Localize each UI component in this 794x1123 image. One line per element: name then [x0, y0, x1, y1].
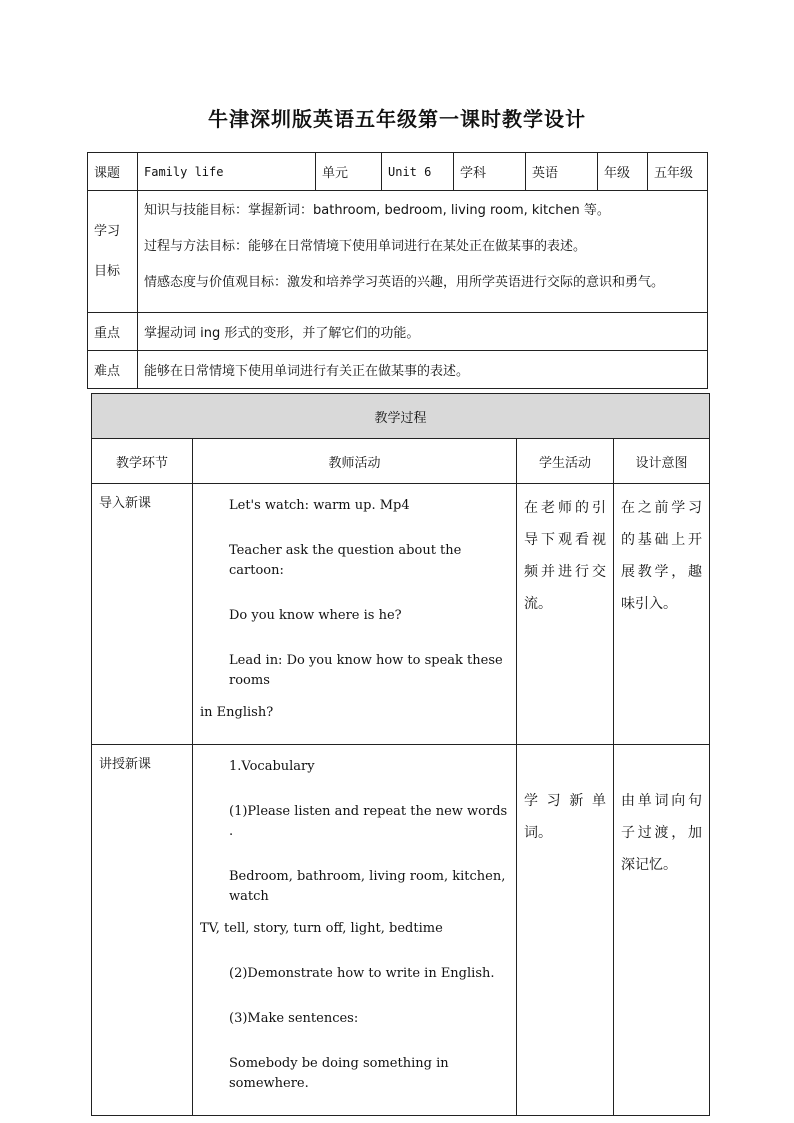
- column-header-student: 学生活动: [517, 439, 614, 484]
- teacher-activity-cell: [193, 745, 517, 1116]
- stage-cell: 导入新课: [92, 484, 193, 745]
- student-activity-cell: 学习新单词。: [517, 745, 614, 1116]
- document-title: 牛津深圳版英语五年级第一课时教学设计: [208, 107, 586, 131]
- objective-process: 过程与方法目标：能够在日常情境下使用单词进行在某处正在做某事的表述。: [144, 239, 587, 254]
- column-header-intent: 设计意图: [614, 439, 710, 484]
- column-header-teacher: 教师活动: [193, 439, 517, 484]
- key-point-text: 掌握动词 ing 形式的变形，并了解它们的功能。: [138, 313, 708, 351]
- teacher-line: Somebody be doing something in somewhere.: [229, 1056, 449, 1091]
- process-header: 教学过程: [92, 394, 710, 439]
- column-header-stage: 教学环节: [92, 439, 193, 484]
- unit-value: Unit 6: [382, 153, 454, 191]
- teaching-process-table: [91, 393, 710, 1116]
- design-intent-cell: 由单词向句子过渡，加深记忆。: [614, 745, 710, 1116]
- objectives-label-line-1: 学习: [94, 223, 121, 239]
- teacher-line: (1)Please listen and repeat the new words .: [229, 804, 508, 839]
- teacher-line: (3)Make sentences:: [229, 1011, 359, 1026]
- teacher-line: 1.Vocabulary: [229, 759, 315, 774]
- grade-value: 五年级: [648, 153, 708, 191]
- topic-value: Family life: [138, 153, 316, 191]
- teacher-line: Let's watch: warm up. Mp4: [229, 498, 410, 513]
- grade-label: 年级: [598, 153, 648, 191]
- subject-value: 英语: [526, 153, 598, 191]
- teacher-line: Lead in: Do you know how to speak these rooms: [229, 653, 503, 688]
- teacher-line: in English?: [200, 705, 274, 720]
- objectives-label: [88, 191, 138, 313]
- difficulty-text: 能够在日常情境下使用单词进行有关正在做某事的表述。: [138, 351, 708, 389]
- teacher-line: Do you know where is he?: [229, 608, 402, 623]
- design-intent-cell: 在之前学习的基础上开展教学，趣味引入。: [614, 484, 710, 745]
- student-activity-cell: 在老师的引导下观看视频并进行交流。: [517, 484, 614, 745]
- unit-label: 单元: [316, 153, 382, 191]
- teacher-line: Teacher ask the question about the cartoon:: [229, 543, 462, 578]
- teacher-line: Bedroom, bathroom, living room, kitchen, watch: [229, 869, 506, 904]
- topic-label: 课题: [88, 153, 138, 191]
- key-point-label: 重点: [88, 313, 138, 351]
- table-row: [92, 484, 710, 745]
- objective-attitude: 情感态度与价值观目标：激发和培养学习英语的兴趣，用所学英语进行交际的意识和勇气。: [144, 275, 665, 290]
- teacher-line: (2)Demonstrate how to write in English.: [229, 966, 495, 981]
- stage-cell: 讲授新课: [92, 745, 193, 1116]
- objectives-list: [138, 191, 708, 313]
- table-row: [92, 745, 710, 1116]
- subject-label: 学科: [454, 153, 526, 191]
- lesson-info-table: [87, 152, 708, 389]
- objectives-label-line-2: 目标: [94, 263, 121, 279]
- teacher-activity-cell: [193, 484, 517, 745]
- difficulty-label: 难点: [88, 351, 138, 389]
- teacher-line: TV, tell, story, turn off, light, bedtime: [200, 921, 443, 936]
- objective-knowledge: 知识与技能目标：掌握新词：bathroom, bedroom, living room, kitchen 等。: [144, 203, 610, 218]
